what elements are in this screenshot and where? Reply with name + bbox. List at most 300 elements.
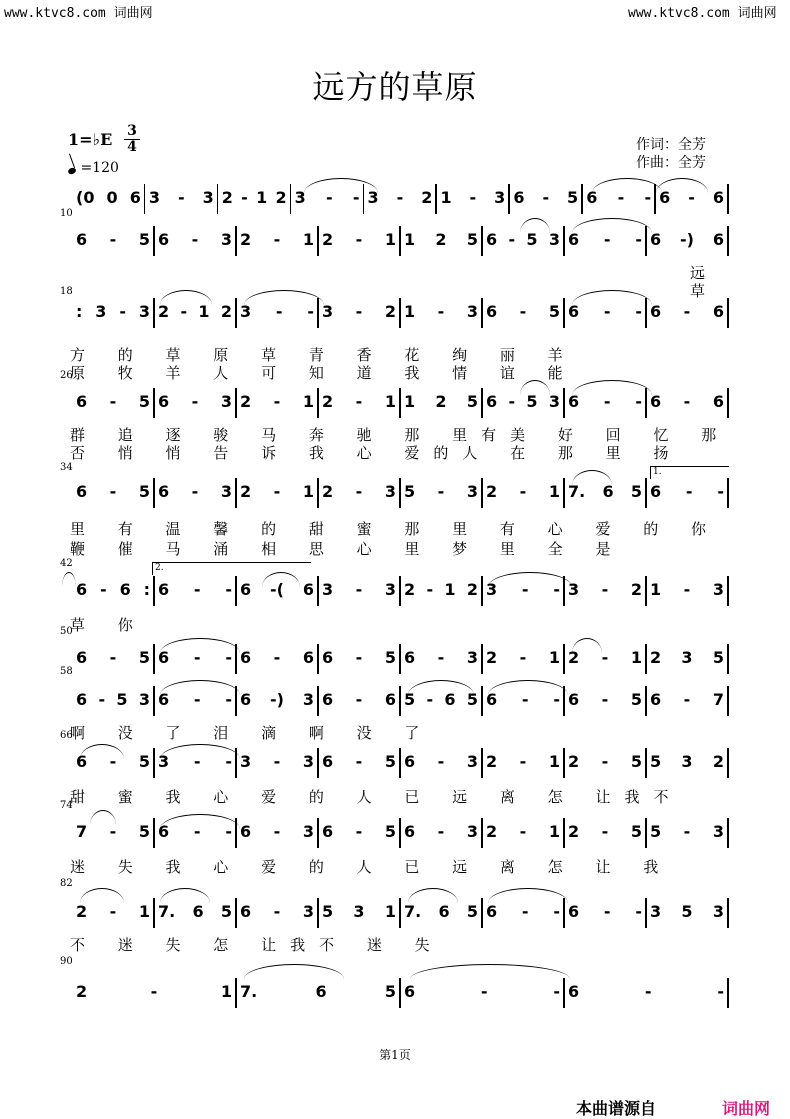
note: 5 bbox=[681, 902, 693, 921]
measure bbox=[650, 392, 724, 411]
measure bbox=[322, 648, 396, 667]
measure bbox=[158, 580, 232, 599]
note: - bbox=[521, 690, 529, 709]
note: 2 bbox=[76, 902, 88, 921]
note: 5 bbox=[404, 690, 416, 709]
note: 6 bbox=[76, 648, 88, 667]
note: 1 bbox=[384, 392, 396, 411]
measure bbox=[486, 752, 560, 771]
measure bbox=[322, 392, 396, 411]
note: - bbox=[193, 648, 201, 667]
note: - bbox=[717, 482, 724, 501]
note: 3 bbox=[384, 482, 396, 501]
note: 5 bbox=[138, 482, 150, 501]
note: 3 bbox=[322, 580, 334, 599]
measure bbox=[158, 230, 232, 249]
bar-line bbox=[727, 298, 729, 328]
note: 5 bbox=[138, 752, 150, 771]
bar-line bbox=[481, 686, 483, 716]
bar-line bbox=[235, 478, 237, 508]
lyric-line: 不 迷 失 怎 让我不 迷 失 bbox=[70, 936, 444, 954]
note: 7. bbox=[240, 982, 258, 1001]
note: - bbox=[553, 690, 560, 709]
bar-line bbox=[645, 748, 647, 778]
measure bbox=[650, 902, 724, 921]
note: 1 bbox=[548, 822, 560, 841]
note: 6 bbox=[119, 580, 131, 599]
note: 2 bbox=[240, 230, 252, 249]
bar-line bbox=[563, 818, 565, 848]
page-number: 第1页 bbox=[379, 1048, 411, 1062]
note: 5 bbox=[630, 482, 642, 501]
note: - bbox=[180, 302, 188, 321]
measure bbox=[322, 752, 396, 771]
tie-arc bbox=[572, 638, 602, 653]
note: 1 bbox=[404, 392, 416, 411]
measure-number: 50 bbox=[60, 626, 73, 637]
note: 1 bbox=[198, 302, 210, 321]
note: 6 bbox=[76, 482, 88, 501]
measure bbox=[76, 392, 150, 411]
note: - bbox=[683, 302, 691, 321]
note: - bbox=[355, 822, 363, 841]
bar-line bbox=[481, 748, 483, 778]
tie-arc bbox=[160, 638, 240, 653]
bar-line bbox=[727, 644, 729, 674]
note: 3 bbox=[650, 902, 662, 921]
note: - bbox=[519, 822, 527, 841]
note: 2 bbox=[275, 188, 287, 207]
measure bbox=[650, 302, 724, 321]
note: - bbox=[273, 752, 281, 771]
measure bbox=[404, 902, 478, 921]
note: 3 bbox=[384, 580, 396, 599]
note: - bbox=[109, 822, 117, 841]
note: - bbox=[644, 982, 652, 1001]
note: - bbox=[109, 230, 117, 249]
note: 6 bbox=[712, 188, 724, 207]
first-ending: 1. bbox=[650, 466, 729, 479]
note: - bbox=[426, 690, 434, 709]
note: 6 bbox=[650, 230, 662, 249]
measure-number: 26 bbox=[60, 370, 73, 381]
note: 6 bbox=[712, 230, 724, 249]
note: - bbox=[635, 392, 642, 411]
bar-line bbox=[399, 748, 401, 778]
tie-arc bbox=[160, 888, 210, 903]
note: - bbox=[109, 902, 117, 921]
note: - bbox=[603, 392, 611, 411]
measure bbox=[486, 482, 560, 501]
measure bbox=[76, 982, 232, 1001]
note: 6 bbox=[650, 690, 662, 709]
note: - bbox=[601, 648, 609, 667]
note: - bbox=[355, 580, 363, 599]
lyric-line: 否 悄 悄 告 诉 我 心 爱的人 在 那 里 扬 bbox=[70, 444, 683, 462]
measure bbox=[76, 648, 150, 667]
note: 1 bbox=[650, 580, 662, 599]
bar-line bbox=[481, 226, 483, 256]
note: 6 bbox=[322, 648, 334, 667]
note: 2 bbox=[240, 392, 252, 411]
note: 1 bbox=[302, 392, 314, 411]
note: 3 bbox=[568, 580, 580, 599]
note: 2 bbox=[712, 752, 724, 771]
measure bbox=[404, 752, 478, 771]
note: 6 bbox=[158, 482, 170, 501]
note: 1 bbox=[138, 902, 150, 921]
measure bbox=[568, 982, 724, 1001]
note: 1 bbox=[256, 188, 268, 207]
note: 5 bbox=[630, 822, 642, 841]
tie-arc bbox=[488, 680, 568, 695]
note: - bbox=[109, 392, 117, 411]
note: (0 bbox=[76, 188, 95, 207]
note: 3 bbox=[220, 392, 232, 411]
bar-line bbox=[153, 644, 155, 674]
tie-arc bbox=[80, 744, 124, 759]
note: : bbox=[76, 302, 83, 321]
note: - bbox=[193, 690, 201, 709]
note: 5 bbox=[466, 392, 478, 411]
note: 1 bbox=[384, 902, 396, 921]
note: 2 bbox=[568, 752, 580, 771]
note: - bbox=[193, 822, 201, 841]
note: 1 bbox=[404, 230, 416, 249]
measure bbox=[650, 482, 724, 501]
note: - bbox=[553, 902, 560, 921]
bar-line bbox=[399, 686, 401, 716]
note: 3 bbox=[138, 690, 150, 709]
note: 6 bbox=[240, 690, 252, 709]
note: 3 bbox=[302, 822, 314, 841]
note: 2 bbox=[158, 302, 170, 321]
time-signature bbox=[124, 124, 140, 155]
meter-numerator: 3 bbox=[127, 123, 137, 139]
note: 3 bbox=[466, 648, 478, 667]
note: 3 bbox=[466, 752, 478, 771]
note: - bbox=[273, 392, 281, 411]
measure bbox=[322, 690, 396, 709]
measure bbox=[568, 822, 642, 841]
note: 6 bbox=[404, 648, 416, 667]
note: 3 bbox=[302, 752, 314, 771]
note: 3 bbox=[466, 302, 478, 321]
note: - bbox=[355, 302, 363, 321]
measure bbox=[240, 648, 314, 667]
bar-line bbox=[727, 478, 729, 508]
note: - bbox=[191, 482, 199, 501]
measure bbox=[322, 580, 396, 599]
note: 6 bbox=[158, 822, 170, 841]
bar-line bbox=[235, 978, 237, 1008]
note: - bbox=[241, 188, 248, 207]
note: 5 bbox=[384, 648, 396, 667]
note: 2 bbox=[486, 482, 498, 501]
note: - bbox=[635, 302, 642, 321]
measure bbox=[568, 580, 642, 599]
note: 6 bbox=[76, 690, 88, 709]
note: 6 bbox=[650, 302, 662, 321]
note: - bbox=[601, 580, 609, 599]
lyric-line: 鞭 催 马 涌 相 思 心 里 梦 里 全 是 bbox=[70, 540, 625, 558]
bar-line bbox=[153, 898, 155, 928]
note: - bbox=[601, 752, 609, 771]
note: 6 bbox=[322, 690, 334, 709]
note: - bbox=[191, 230, 199, 249]
note: - bbox=[683, 690, 691, 709]
note: 5 bbox=[220, 902, 232, 921]
note: - bbox=[553, 580, 560, 599]
note: 1 bbox=[220, 982, 232, 1001]
note: - bbox=[225, 648, 232, 667]
measure bbox=[404, 822, 478, 841]
note: 2 bbox=[466, 580, 478, 599]
note: 6 bbox=[158, 690, 170, 709]
measure bbox=[240, 482, 314, 501]
measure bbox=[404, 392, 478, 411]
note: -) bbox=[270, 690, 284, 709]
note: 6 bbox=[384, 690, 396, 709]
note: 6 bbox=[568, 982, 580, 1001]
note: 2 bbox=[220, 302, 232, 321]
note: 5 bbox=[466, 690, 478, 709]
bar-line bbox=[153, 748, 155, 778]
note: 3 bbox=[240, 302, 252, 321]
bar-line bbox=[645, 576, 647, 606]
tie-arc bbox=[244, 290, 324, 305]
measure bbox=[158, 482, 232, 501]
note: 5 bbox=[650, 822, 662, 841]
note: 2 bbox=[568, 648, 580, 667]
bar-line bbox=[317, 818, 319, 848]
note: 3 bbox=[294, 188, 306, 207]
composer: 作曲：全芳 bbox=[636, 155, 706, 171]
note: 3 bbox=[494, 188, 506, 207]
note: - bbox=[603, 902, 611, 921]
measure bbox=[240, 752, 314, 771]
lyric-line: 群 追 逐 骏 马 奔 驰 那 里有美 好 回 忆 那 bbox=[70, 426, 731, 444]
note: - bbox=[326, 188, 333, 207]
measure bbox=[222, 188, 287, 207]
note: - bbox=[191, 392, 199, 411]
note: 6 bbox=[712, 392, 724, 411]
note: - bbox=[603, 230, 611, 249]
measure bbox=[568, 902, 642, 921]
bar-line bbox=[563, 978, 565, 1008]
note: 6 bbox=[315, 982, 327, 1001]
bar-line bbox=[153, 298, 155, 328]
bar-line bbox=[727, 898, 729, 928]
note: - bbox=[225, 690, 232, 709]
note: 2 bbox=[486, 822, 498, 841]
measure bbox=[513, 188, 578, 207]
note: - bbox=[150, 982, 158, 1001]
note: 6 bbox=[240, 902, 252, 921]
note: 3 bbox=[466, 822, 478, 841]
note: 6 bbox=[404, 752, 416, 771]
lyric-line: 方 的 草 原 草 青 香 花 绚 丽 羊 bbox=[70, 346, 577, 364]
note: 6 bbox=[76, 752, 88, 771]
note: - bbox=[109, 482, 117, 501]
note: 6 bbox=[650, 392, 662, 411]
note: - bbox=[100, 580, 107, 599]
note: 5 bbox=[630, 752, 642, 771]
note: 6 bbox=[513, 188, 525, 207]
lyric-line: 原 牧 羊 人 可 知 道 我 情 谊 能 bbox=[70, 364, 577, 382]
note: - bbox=[437, 648, 445, 667]
note: 7. bbox=[158, 902, 176, 921]
note: - bbox=[273, 822, 281, 841]
note: 5 bbox=[384, 822, 396, 841]
tie-arc bbox=[90, 810, 116, 825]
note: 5 bbox=[138, 822, 150, 841]
note: - bbox=[519, 302, 527, 321]
lyric-line: 草 bbox=[690, 282, 706, 300]
measure-number: 74 bbox=[60, 800, 73, 811]
note: 5 bbox=[526, 230, 538, 249]
lyric-line: 甜 蜜 我 心 爱 的 人 已 远 离 怎 让我不 bbox=[70, 788, 683, 806]
bar-line bbox=[481, 818, 483, 848]
note: 6 bbox=[76, 230, 88, 249]
measure bbox=[322, 482, 396, 501]
bar-line bbox=[153, 818, 155, 848]
note: 7. bbox=[404, 902, 422, 921]
note: 6 bbox=[568, 302, 580, 321]
tie-arc bbox=[304, 178, 378, 193]
tie-arc bbox=[488, 572, 572, 587]
note: 5 bbox=[138, 392, 150, 411]
note: 3 bbox=[302, 902, 314, 921]
bar-line bbox=[317, 478, 319, 508]
bar-line bbox=[153, 478, 155, 508]
note: 2 bbox=[486, 648, 498, 667]
note: 2 bbox=[404, 580, 416, 599]
measure-number: 34 bbox=[60, 462, 73, 473]
note: 2 bbox=[384, 302, 396, 321]
measure bbox=[240, 690, 314, 709]
note: 2 bbox=[240, 482, 252, 501]
lyric-line: 远 bbox=[690, 264, 706, 282]
tie-arc bbox=[160, 290, 212, 305]
note: 7 bbox=[712, 690, 724, 709]
note: 6 bbox=[568, 230, 580, 249]
note: 3 bbox=[322, 302, 334, 321]
note: - bbox=[508, 230, 516, 249]
note: 6 bbox=[322, 752, 334, 771]
note: - bbox=[601, 822, 609, 841]
lyric-line: 里 有 温 馨 的 甜 蜜 那 里 有 心 爱 的 你 bbox=[70, 520, 720, 538]
note: - bbox=[688, 188, 695, 207]
bar-line bbox=[399, 388, 401, 418]
note: - bbox=[521, 580, 529, 599]
note: 3 bbox=[367, 188, 379, 207]
measure bbox=[404, 982, 560, 1001]
note: 2 bbox=[322, 482, 334, 501]
measure bbox=[404, 230, 478, 249]
note: 3 bbox=[220, 230, 232, 249]
note: 2 bbox=[76, 982, 88, 1001]
page-title: 远方的草原 bbox=[312, 68, 478, 106]
lyricist: 作词：全芳 bbox=[636, 137, 706, 153]
measure bbox=[650, 822, 724, 841]
tie-arc bbox=[488, 888, 568, 903]
bar-line bbox=[399, 226, 401, 256]
note: - bbox=[109, 648, 117, 667]
measure bbox=[240, 392, 314, 411]
note: 6 bbox=[659, 188, 671, 207]
bar-line bbox=[563, 226, 565, 256]
bar-line bbox=[508, 184, 510, 214]
note: -) bbox=[680, 230, 694, 249]
measure bbox=[76, 902, 150, 921]
meter-denominator: 4 bbox=[124, 139, 140, 155]
note: - bbox=[177, 188, 185, 207]
lyric-line: 迷 失 我 心 爱 的 人 已 远 离 怎 让 我 bbox=[70, 858, 673, 876]
note: - bbox=[635, 230, 642, 249]
measure bbox=[149, 188, 214, 207]
measure bbox=[404, 302, 478, 321]
note: 6 bbox=[76, 392, 88, 411]
measure bbox=[76, 302, 150, 321]
note: 6 bbox=[568, 690, 580, 709]
tie-arc bbox=[62, 572, 76, 587]
note: 1 bbox=[302, 482, 314, 501]
note: - bbox=[635, 902, 642, 921]
measure bbox=[322, 822, 396, 841]
bar-line bbox=[481, 388, 483, 418]
bar-line bbox=[645, 644, 647, 674]
note: - bbox=[273, 482, 281, 501]
note: 3 bbox=[681, 648, 693, 667]
note: 3 bbox=[548, 392, 560, 411]
measure bbox=[650, 690, 724, 709]
note: 6 bbox=[192, 902, 204, 921]
bar-line bbox=[144, 184, 146, 214]
note: 1 bbox=[548, 648, 560, 667]
measure bbox=[440, 188, 505, 207]
note: - bbox=[683, 580, 691, 599]
note: 3 bbox=[158, 752, 170, 771]
note: - bbox=[225, 580, 232, 599]
note: - bbox=[437, 482, 445, 501]
measure bbox=[568, 752, 642, 771]
tie-arc bbox=[408, 680, 474, 695]
note: - bbox=[119, 302, 126, 321]
bar-line bbox=[645, 898, 647, 928]
note: 6 bbox=[240, 580, 252, 599]
bar-line bbox=[727, 818, 729, 848]
note: 2 bbox=[650, 648, 662, 667]
bar-line bbox=[481, 576, 483, 606]
note: 3 bbox=[712, 580, 724, 599]
note: 1 bbox=[548, 482, 560, 501]
key-signature: 1=♭E bbox=[68, 130, 113, 149]
bar-line bbox=[235, 576, 237, 606]
bar-line bbox=[435, 184, 437, 214]
measure bbox=[650, 580, 724, 599]
tie-arc bbox=[572, 290, 652, 305]
note: 6 bbox=[586, 188, 598, 207]
bar-line bbox=[317, 686, 319, 716]
measure bbox=[322, 302, 396, 321]
note: 1 bbox=[630, 648, 642, 667]
note: 3 bbox=[466, 482, 478, 501]
note: - bbox=[508, 392, 516, 411]
bar-line bbox=[581, 184, 583, 214]
note: - bbox=[480, 982, 488, 1001]
watermark-right: www.ktvc8.com 词曲网 bbox=[628, 6, 777, 21]
